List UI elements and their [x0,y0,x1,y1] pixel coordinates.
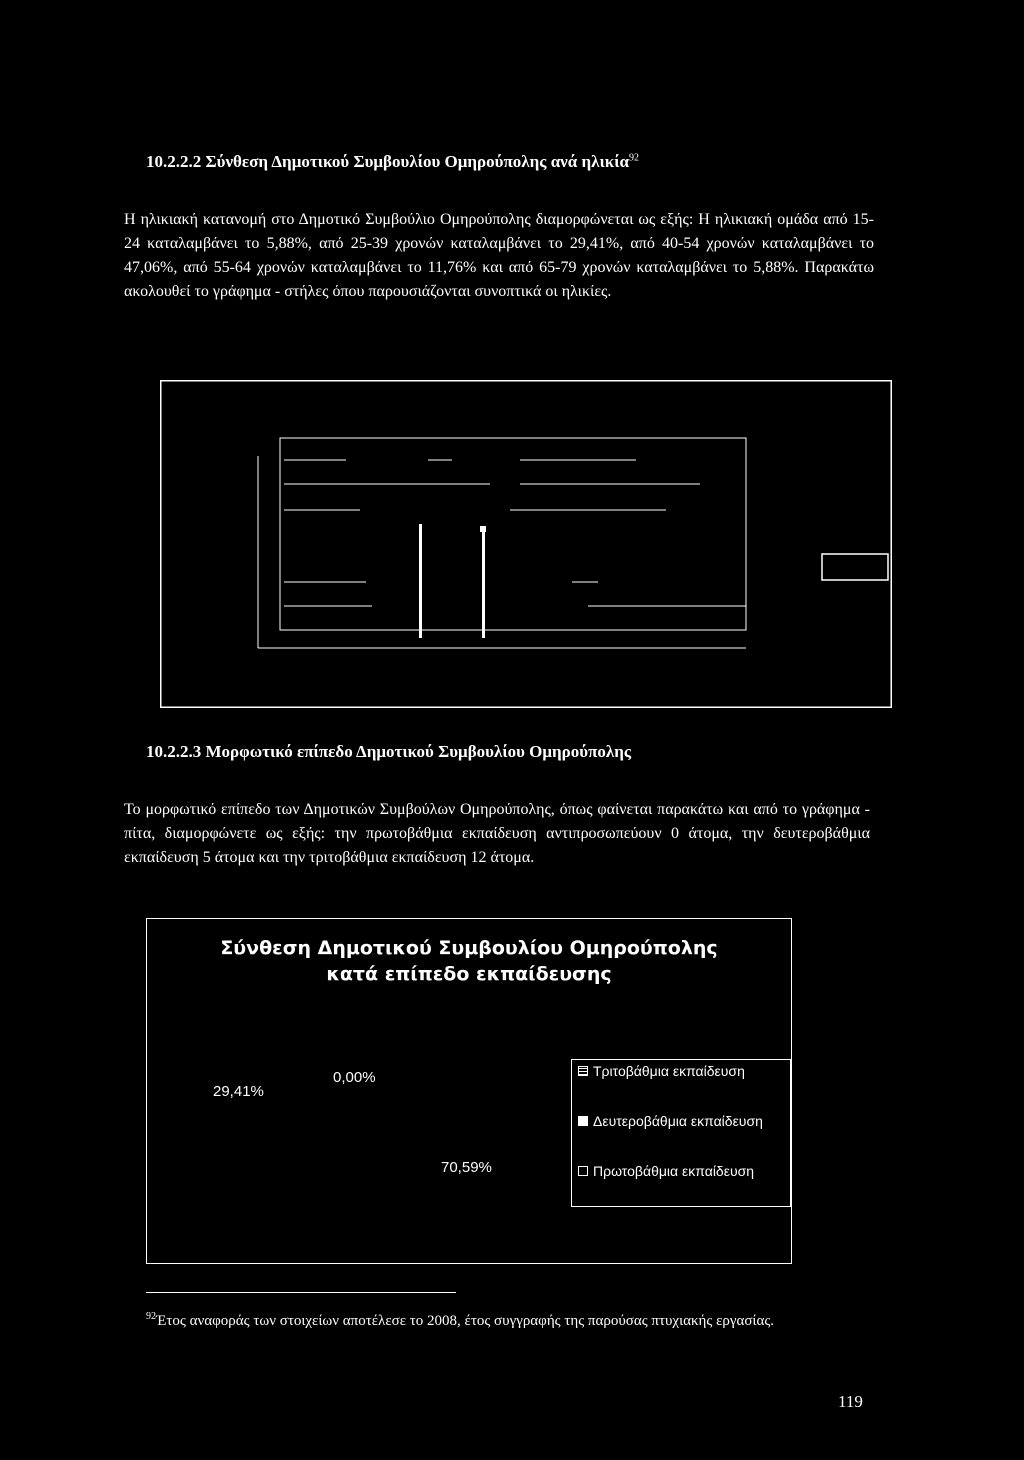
slice-label-primary: 0,00% [333,1069,376,1086]
legend-label-secondary: Δευτεροβάθμια εκπαίδευση [593,1113,763,1129]
slice-label-tertiary: 70,59% [441,1159,492,1176]
education-paragraph: Το μορφωτικό επίπεδο των Δημοτικών Συμβούλων Ομηρούπολης, όπως φαίνεται παρακάτω και από το γράφημα - πίτα, διαμορφώνετε ως εξής: την πρωτοβάθμια εκπαίδευση αντιπροσωπεύουν 0 άτομα, την δευτεροβάθμια εκπαίδευση 5 άτομα και την τριτοβάθμια εκπαίδευση 12 άτομα. [124,801,870,866]
gridlines [258,456,746,648]
section-heading-age-text: 10.2.2.2 Σύνθεση Δημοτικού Συμβουλίου Ομηρούπολης ανά ηλικία [146,152,629,171]
footnote-ref: 92 [628,152,639,164]
chart-frame [161,381,892,708]
age-column-chart [160,380,892,708]
footnote [146,1306,826,1332]
legend-item-secondary [578,1112,786,1131]
legend-item-primary [578,1162,786,1181]
plot-area [280,438,746,630]
footnote-separator [146,1292,456,1293]
chart-legend [571,1059,791,1207]
chart-title [147,935,791,987]
chart-legend-box [822,554,888,580]
legend-label-tertiary: Τριτοβάθμια εκπαίδευση [593,1063,745,1079]
legend-item-tertiary [578,1062,786,1081]
footnote-number: 92 [146,1311,156,1322]
chart-title-line2: κατά επίπεδο εκπαίδευσης [326,963,612,985]
page-number: 119 [838,1392,863,1411]
legend-swatch-secondary [578,1116,588,1126]
chart-title-line1: Σύνθεση Δημοτικού Συμβουλίου Ομηρούπολης [220,937,718,959]
bar-mark [419,524,422,638]
bar-top-mark [480,526,486,532]
legend-swatch-tertiary [578,1066,588,1076]
bar-mark [482,526,485,638]
slice-label-secondary: 29,41% [213,1083,264,1100]
education-pie-chart [146,918,792,1264]
age-paragraph: Η ηλικιακή κατανομή στο Δημοτικό Συμβούλιο Ομηρούπολης διαμορφώνεται ως εξής: Η ηλικιακή ομάδα από 15-24 καταλαμβάνει το 5,88%, από 25-39 χρονών καταλαμβάνει το 29,41%, από 40-54 χρονών καταλαμβάνει το 47,06%, από 55-64 χρονών καταλαμβάνει το 11,76% και από 65-79 χρονών καταλαμβάνει το 5,88%. Παρακάτω ακολουθεί το γράφημα - στήλες όπου παρουσιάζονται συνοπτικά οι ηλικίες. [124,211,874,300]
footnote-text: Έτος αναφοράς των στοιχείων αποτέλεσε το 2008, έτος συγγραφής της παρούσας πτυχιακής εργασίας. [156,1313,775,1329]
legend-label-primary: Πρωτοβάθμια εκπαίδευση [593,1163,755,1179]
section-heading-education: 10.2.2.3 Μορφωτικό επίπεδο Δημοτικού Συμβουλίου Ομηρούπολης [146,742,632,761]
section-heading-age [146,152,639,172]
legend-swatch-primary [578,1166,588,1176]
